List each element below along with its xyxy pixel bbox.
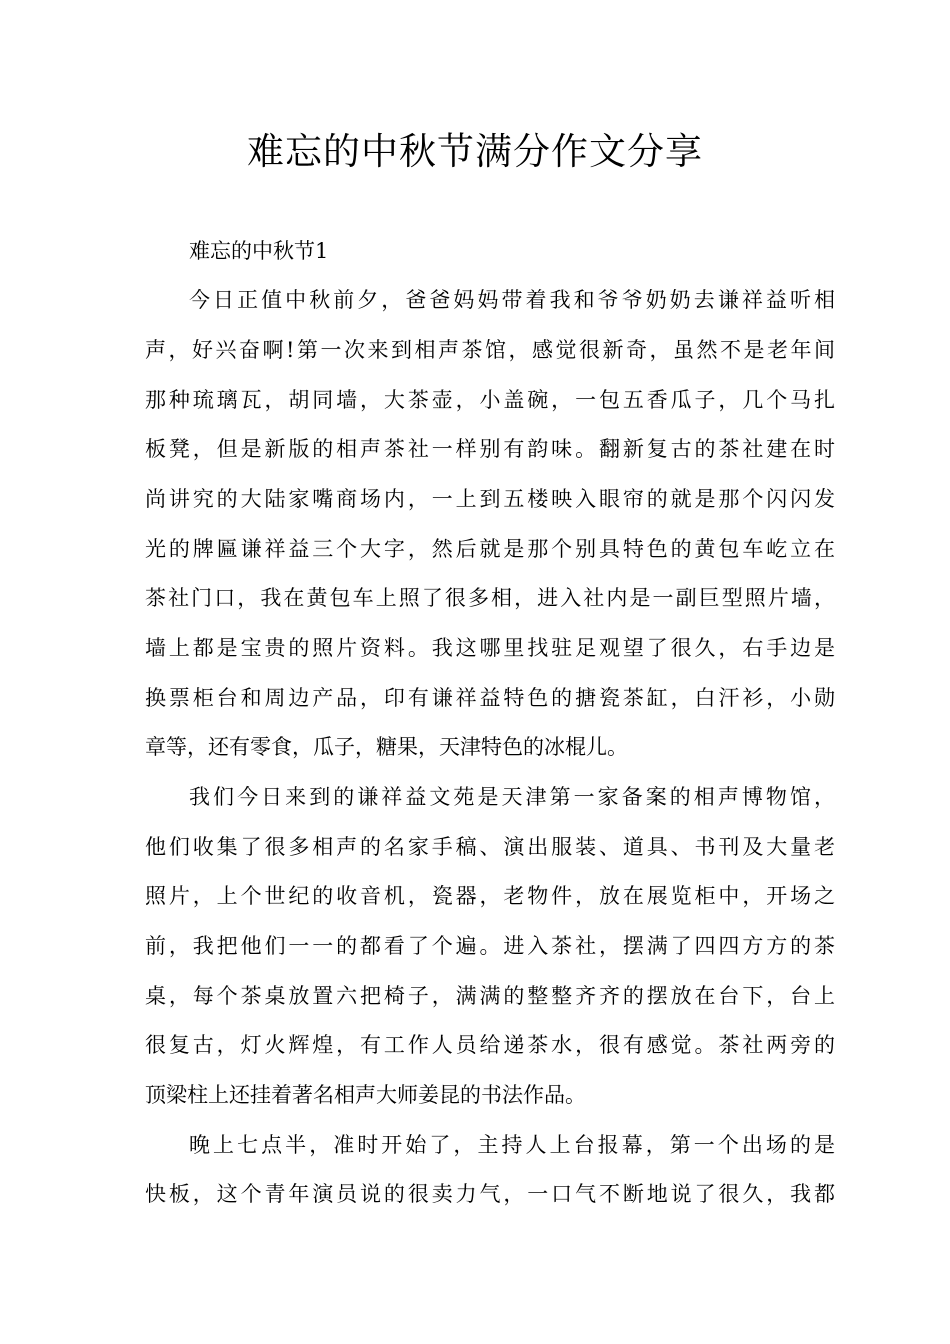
section-heading: 难忘的中秋节1 xyxy=(189,239,329,263)
paragraph-1-line-3: 那种琉璃瓦，胡同墙，大茶壶，小盖碗，一包五香瓜子，几个马扎 xyxy=(145,388,835,412)
paragraph-1-line-4: 板凳，但是新版的相声茶社一样别有韵味。翻新复古的茶社建在时 xyxy=(145,437,835,461)
paragraph-1-line-8: 墙上都是宝贵的照片资料。我这哪里找驻足观望了很久，右手边是 xyxy=(145,636,835,660)
paragraph-1-line-6: 光的牌匾谦祥益三个大字，然后就是那个别具特色的黄包车屹立在 xyxy=(145,537,835,561)
paragraph-1-line-1: 今日正值中秋前夕，爸爸妈妈带着我和爷爷奶奶去谦祥益听相 xyxy=(189,288,835,312)
paragraph-3-line-2: 快板，这个青年演员说的很卖力气，一口气不断地说了很久，我都 xyxy=(145,1182,835,1206)
paragraph-1-line-5: 尚讲究的大陆家嘴商场内，一上到五楼映入眼帘的就是那个闪闪发 xyxy=(145,487,835,511)
paragraph-1-line-9: 换票柜台和周边产品，印有谦祥益特色的搪瓷茶缸，白汗衫，小勋 xyxy=(145,686,835,710)
paragraph-3-line-1: 晚上七点半，准时开始了，主持人上台报幕，第一个出场的是 xyxy=(189,1133,835,1157)
paragraph-2-line-7: 顶梁柱上还挂着著名相声大师姜昆的书法作品。 xyxy=(145,1083,586,1107)
paragraph-1-line-7: 茶社门口，我在黄包车上照了很多相，进入社内是一副巨型照片墙， xyxy=(145,586,835,610)
paragraph-2-line-6: 很复古，灯火辉煌，有工作人员给递茶水，很有感觉。茶社两旁的 xyxy=(145,1033,835,1057)
paragraph-2-line-5: 桌，每个茶桌放置六把椅子，满满的整整齐齐的摆放在台下，台上 xyxy=(145,984,835,1008)
paragraph-1-line-10: 章等，还有零食，瓜子，糖果，天津特色的冰棍儿。 xyxy=(145,735,628,759)
paragraph-1-line-2: 声，好兴奋啊!第一次来到相声茶馆，感觉很新奇，虽然不是老年间 xyxy=(145,338,835,362)
paragraph-2-line-2: 他们收集了很多相声的名家手稿、演出服装、道具、书刊及大量老 xyxy=(145,835,835,859)
paragraph-2-line-4: 前，我把他们一一的都看了个遍。进入茶社，摆满了四四方方的茶 xyxy=(145,934,835,958)
paragraph-2-line-3: 照片，上个世纪的收音机，瓷器，老物件，放在展览柜中，开场之 xyxy=(145,884,835,908)
paragraph-2-line-1: 我们今日来到的谦祥益文苑是天津第一家备案的相声博物馆， xyxy=(189,785,835,809)
document-title: 难忘的中秋节满分作文分享 xyxy=(247,130,703,173)
